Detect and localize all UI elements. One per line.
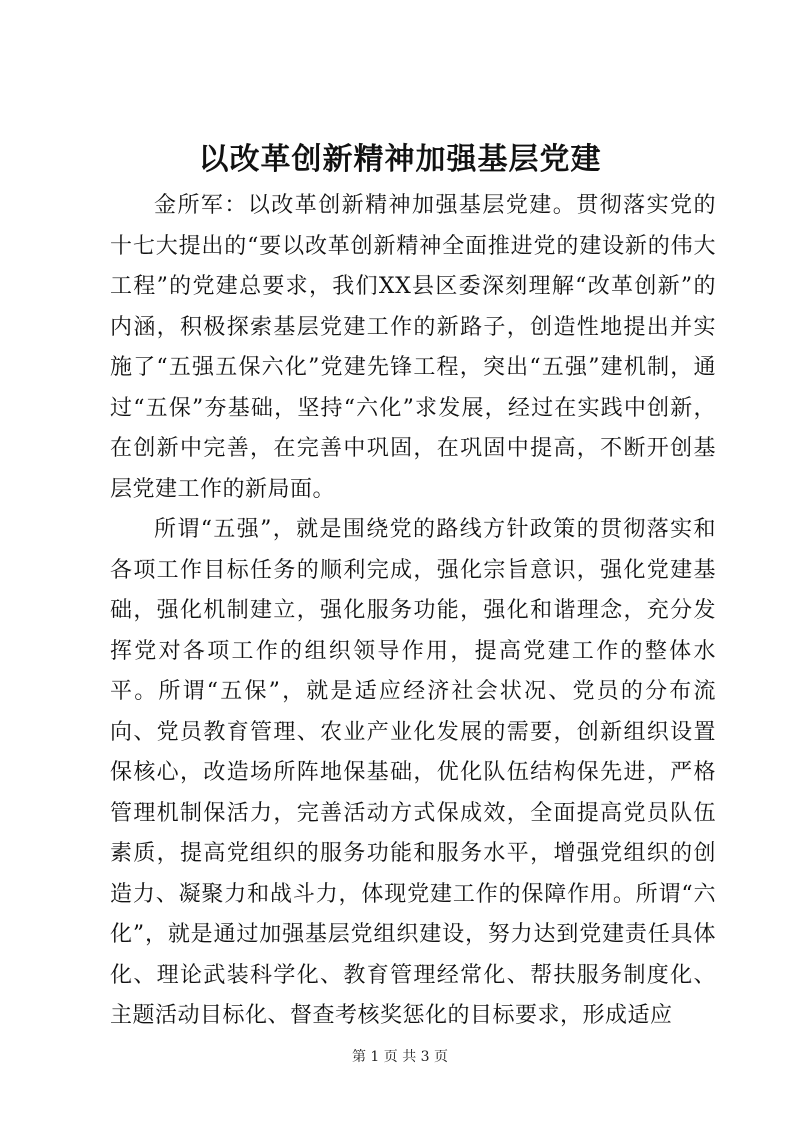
document-body	[110, 186, 716, 1037]
paragraph: 金所军：以改革创新精神加强基层党建。贯彻落实党的十七大提出的“要以改革创新精神全面推进党的建设新的伟大工程”的党建总要求，我们XX县区委深刻理解“改革创新”的内涵，积极探索基层党建工作的新路子，创造性地提出并实施了“五强五保六化”党建先锋工程，突出“五强”建机制，通过“五保”夯基础，坚持“六化”求发展，经过在实践中创新，在创新中完善，在完善中巩固，在巩固中提高，不断开创基层党建工作的新局面。	[110, 193, 716, 502]
paragraph: 所谓“五强”，就是围绕党的路线方针政策的贯彻落实和各项工作目标任务的顺利完成，强化宗旨意识，强化党建基础，强化机制建立，强化服务功能，强化和谐理念，充分发挥党对各项工作的组织领导作用，提高党建工作的整体水平。所谓“五保”，就是适应经济社会状况、党员的分布流向、党员教育管理、农业产业化发展的需要，创新组织设置保核心，改造场所阵地保基础，优化队伍结构保先进，严格管理机制保活力，完善活动方式保成效，全面提高党员队伍素质，提高党组织的服务功能和服务水平，增强党组织的创造力、凝聚力和战斗力，体现党建工作的保障作用。所谓“六化”，就是通过加强基层党组织建设，努力达到党建责任具体化、理论武装科学化、教育管理经常化、帮扶服务制度化、主题活动目标化、督查考核奖惩化的目标要求，形成适应	[110, 517, 716, 1028]
page-number-footer: 第 1 页 共 3 页	[351, 1049, 449, 1065]
page-title: 以改革创新精神加强基层党建	[198, 142, 602, 177]
